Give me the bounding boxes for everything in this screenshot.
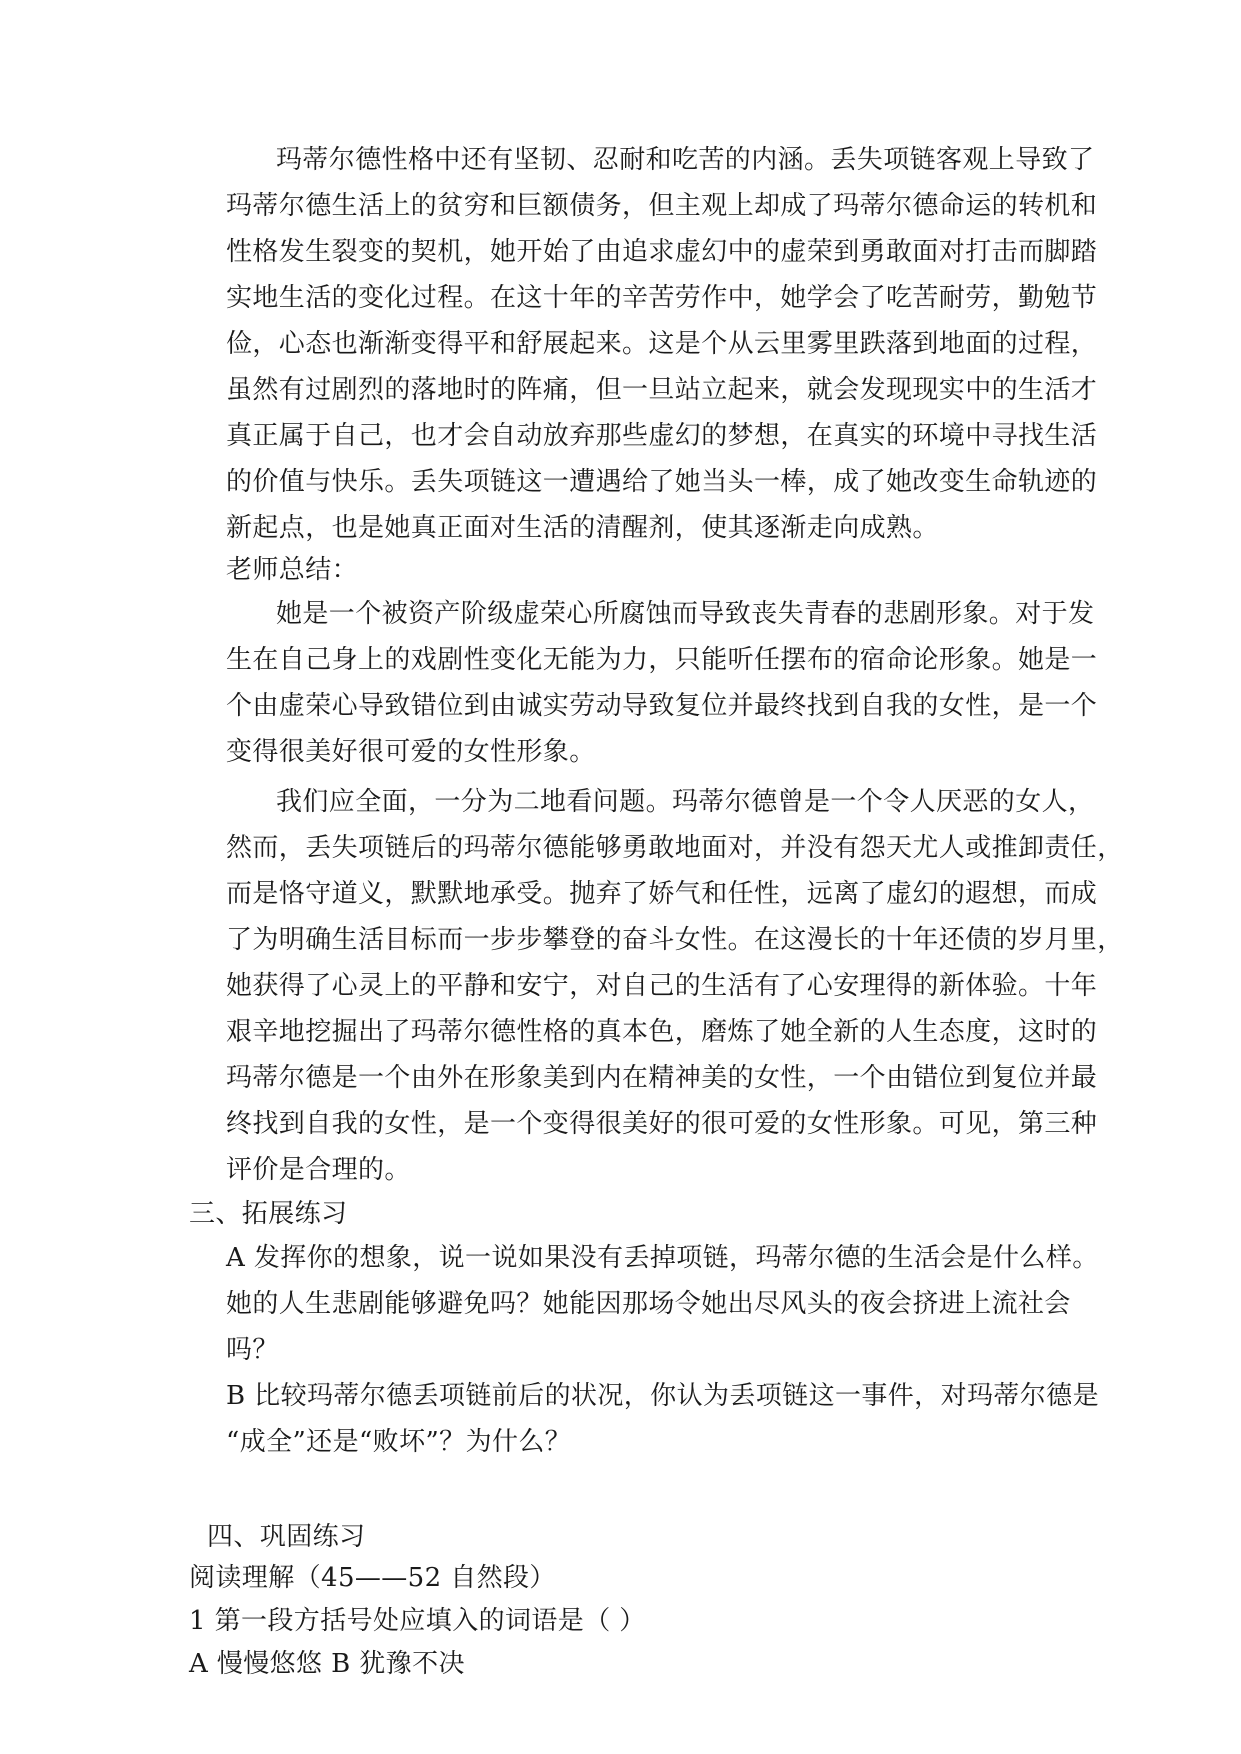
- exerciseA-line-1: A 发挥你的想象，说一说如果没有丢掉项链，玛蒂尔德的生活会是什么样。: [226, 1243, 1099, 1273]
- para1-line-9: 新起点，也是她真正面对生活的清醒剂，使其逐渐走向成熟。: [226, 513, 939, 543]
- exerciseB-line-2: “成全”还是“败坏”？为什么？: [226, 1427, 572, 1457]
- exerciseB-line-1: B 比较玛蒂尔德丢项链前后的状况，你认为丢项链这一事件，对玛蒂尔德是: [226, 1381, 1099, 1411]
- para3-line-9: 评价是合理的。: [226, 1155, 411, 1185]
- para3-line-6: 艰辛地挖掘出了玛蒂尔德性格的真本色，磨炼了她全新的人生态度，这时的: [226, 1017, 1098, 1047]
- para1-line-1: 玛蒂尔德性格中还有坚韧、忍耐和吃苦的内涵。丢失项链客观上导致了: [276, 145, 1095, 175]
- section4-title: 四、巩固练习: [207, 1522, 366, 1552]
- reading-title: 阅读理解（45——52 自然段）: [189, 1563, 556, 1593]
- para1-line-3: 性格发生裂变的契机，她开始了由追求虚幻中的虚荣到勇敢面对打击而脚踏: [226, 237, 1098, 267]
- para3-line-1: 我们应全面，一分为二地看问题。玛蒂尔德曾是一个令人厌恶的女人，: [276, 787, 1095, 817]
- para1-line-4: 实地生活的变化过程。在这十年的辛苦劳作中，她学会了吃苦耐劳，勤勉节: [226, 283, 1098, 313]
- section3-title: 三、拓展练习: [189, 1199, 348, 1229]
- para1-line-5: 俭，心态也渐渐变得平和舒展起来。这是个从云里雾里跌落到地面的过程，: [226, 329, 1098, 359]
- exerciseA-line-2: 她的人生悲剧能够避免吗？她能因那场令她出尽风头的夜会挤进上流社会: [226, 1289, 1071, 1319]
- question-1: 1 第一段方括号处应填入的词语是（ ）: [189, 1606, 646, 1636]
- para1-line-2: 玛蒂尔德生活上的贫穷和巨额债务，但主观上却成了玛蒂尔德命运的转机和: [226, 191, 1098, 221]
- para3-line-2: 然而，丢失项链后的玛蒂尔德能够勇敢地面对，并没有怨天尤人或推卸责任，: [226, 833, 1124, 863]
- para3-line-4: 了为明确生活目标而一步步攀登的奋斗女性。在这漫长的十年还债的岁月里，: [226, 925, 1124, 955]
- para2-line-4: 变得很美好很可爱的女性形象。: [226, 737, 596, 767]
- question-1-options: A 慢慢悠悠 B 犹豫不决: [189, 1649, 465, 1679]
- para2-line-2: 生在自己身上的戏剧性变化无能为力，只能听任摆布的宿命论形象。她是一: [226, 645, 1098, 675]
- para3-line-7: 玛蒂尔德是一个由外在形象美到内在精神美的女性，一个由错位到复位并最: [226, 1063, 1098, 1093]
- para2-line-3: 个由虚荣心导致错位到由诚实劳动导致复位并最终找到自我的女性，是一个: [226, 691, 1098, 721]
- para3-line-5: 她获得了心灵上的平静和安宁，对自己的生活有了心安理得的新体验。十年: [226, 971, 1098, 1001]
- exerciseA-line-3: 吗？: [226, 1335, 279, 1365]
- para1-line-8: 的价值与快乐。丢失项链这一遭遇给了她当头一棒，成了她改变生命轨迹的: [226, 467, 1098, 497]
- para3-line-3: 而是恪守道义，默默地承受。抛弃了娇气和任性，远离了虚幻的遐想，而成: [226, 879, 1098, 909]
- para1-line-6: 虽然有过剧烈的落地时的阵痛，但一旦站立起来，就会发现现实中的生活才: [226, 375, 1098, 405]
- para1-line-7: 真正属于自己，也才会自动放弃那些虚幻的梦想，在真实的环境中寻找生活: [226, 421, 1098, 451]
- para3-line-8: 终找到自我的女性，是一个变得很美好的很可爱的女性形象。可见，第三种: [226, 1109, 1098, 1139]
- para2-line-1: 她是一个被资产阶级虚荣心所腐蚀而导致丧失青春的悲剧形象。对于发: [276, 599, 1095, 629]
- teacher-summary-label: 老师总结：: [226, 555, 359, 585]
